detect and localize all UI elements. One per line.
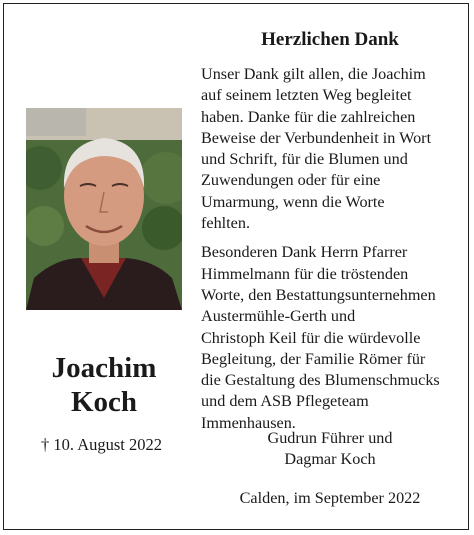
thanks-paragraph-2: Besonderen Dank Herrn Pfarrer Himmelmann für die tröstenden Worte, den Bestattungsunternehmen Austermühle-Gerth und Christoph Keil für die würdevolle Begleitung, der Familie Römer für die Gestaltung des Blumenschmucks und dem ASB Pflegeteam Immenhausen. <box>201 243 440 432</box>
portrait-photo <box>26 108 182 310</box>
thanks-text <box>201 64 469 434</box>
deceased-first-name: Joachim <box>51 352 157 384</box>
place-and-date: Calden, im September 2022 <box>239 489 421 507</box>
deceased-last-name: Koch <box>70 386 138 418</box>
heading: Herzlichen Dank <box>261 29 399 50</box>
signatory-2: Dagmar Koch <box>284 450 376 468</box>
death-date: † 10. August 2022 <box>41 435 163 454</box>
thanks-paragraph-1: Unser Dank gilt allen, die Joachim auf seinem letzten Weg begleitet haben. Danke für die zahlreichen Beweise der Verbundenheit in Wort und Schrift, für die Blumen und Zuwendungen oder für eine Umarmung, wenn die Worte fehlten. <box>201 65 432 233</box>
signatory-1: Gudrun Führer und <box>267 429 393 447</box>
